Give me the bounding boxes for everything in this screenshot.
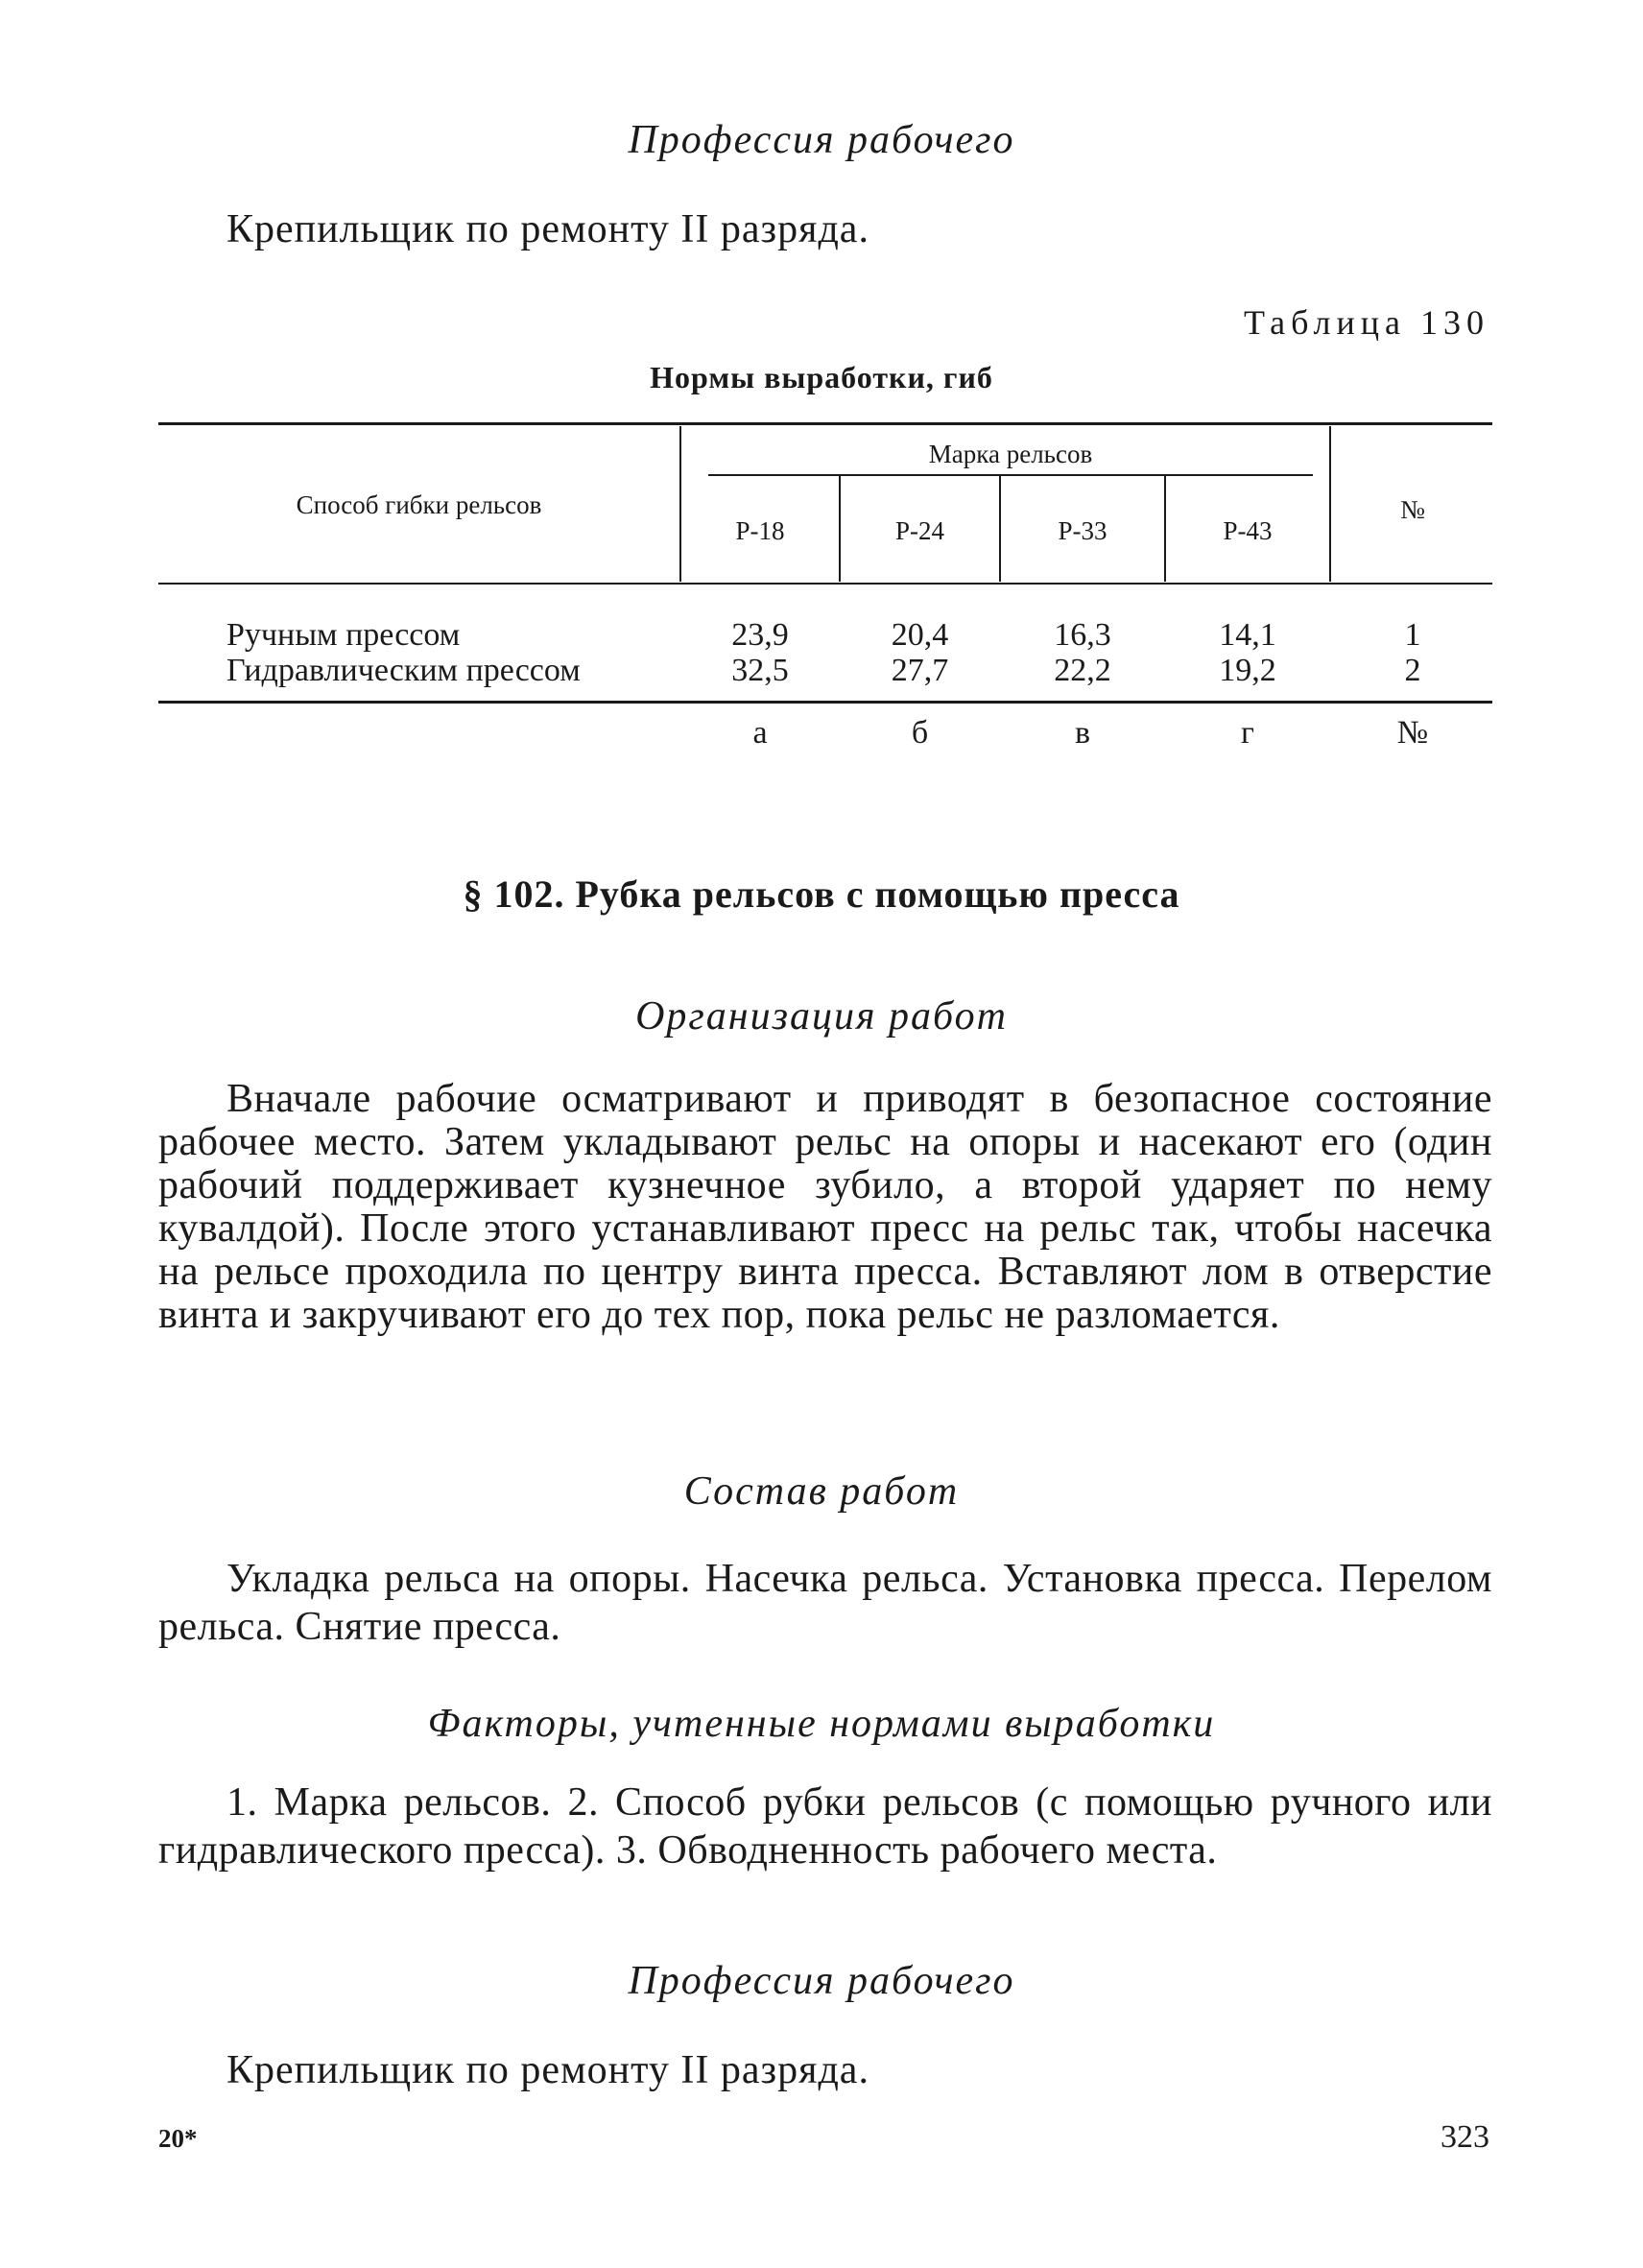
table-label: Таблица 130	[1244, 303, 1489, 342]
row-value: 27,7	[891, 653, 949, 688]
header-bottom-rule	[158, 583, 1492, 585]
header-method: Способ гибки рельсов	[296, 490, 542, 519]
column-letter: б	[911, 715, 929, 751]
factors-heading: Факторы, учтенные нормами выработки	[427, 1702, 1216, 1746]
composition-paragraph: Укладка рельса на опоры. Насечка рельса. Установка пресса. Перелом рельса. Снятие пресса.	[158, 1557, 1492, 1649]
header-grade-r24: Р-24	[894, 516, 944, 545]
row-value: 22,2	[1054, 653, 1111, 688]
header-grade-r18: Р-18	[735, 516, 785, 545]
composition-heading: Состав работ	[683, 1469, 960, 1514]
page-number: 323	[1441, 2119, 1489, 2155]
organization-heading: Организация работ	[635, 994, 1008, 1039]
profession-text-top: Крепильщик по ремонту II разряда.	[226, 207, 869, 251]
profession-heading-bottom: Профессия рабочего	[628, 1959, 1015, 2003]
column-letter: в	[1074, 715, 1091, 751]
profession-heading-top: Профессия рабочего	[628, 118, 1015, 162]
row-value: 19,2	[1219, 653, 1276, 688]
header-number: №	[1400, 495, 1425, 524]
row-value: 16,3	[1054, 617, 1111, 653]
row-value: 23,9	[731, 617, 789, 653]
column-letter: г	[1241, 715, 1254, 751]
row-method: Ручным прессом	[226, 617, 461, 653]
header-grade-group: Марка рельсов	[928, 440, 1093, 468]
row-value: 20,4	[891, 617, 949, 653]
table-title: Нормы выработки, гиб	[650, 360, 993, 394]
header-divider-left	[679, 426, 681, 582]
column-letter: а	[752, 715, 768, 751]
factors-paragraph: 1. Марка рельсов. 2. Способ рубки рельсов (с помощью ручного или гидравлического пресса). 3. Обводненность рабочего места.	[158, 1780, 1492, 1873]
row-value: 14,1	[1219, 617, 1276, 653]
table-bottom-rule	[158, 701, 1492, 704]
row-value: 32,5	[731, 653, 789, 688]
organization-paragraph: Вначале рабочие осматривают и приводят в безопасное состояние рабочее место. Затем укладывают рельс на опоры и насекают его (один рабочий поддерживает кузнечное зубило, а второй ударяет по нему кувалдой). После этого устанавливают пресс на рельс так, чтобы насечка на рельсе проходила по центру винта пресса. Вставляют лом в отверстие винта и закручивают его до тех пор, пока рельс не разломается.	[158, 1077, 1492, 1337]
row-method: Гидравлическим прессом	[226, 653, 581, 688]
table-top-rule	[158, 422, 1492, 425]
header-grade-r43: Р-43	[1223, 516, 1273, 545]
row-number: 1	[1404, 617, 1421, 653]
column-letter: №	[1396, 715, 1429, 751]
profession-text-bottom: Крепильщик по ремонту II разряда.	[226, 2048, 869, 2092]
row-number: 2	[1404, 653, 1421, 688]
section-title: § 102. Рубка рельсов с помощью пресса	[463, 872, 1180, 916]
grade-group-rule	[708, 474, 1313, 476]
signature-mark: 20*	[158, 2124, 198, 2153]
header-grade-r33: Р-33	[1058, 516, 1107, 545]
